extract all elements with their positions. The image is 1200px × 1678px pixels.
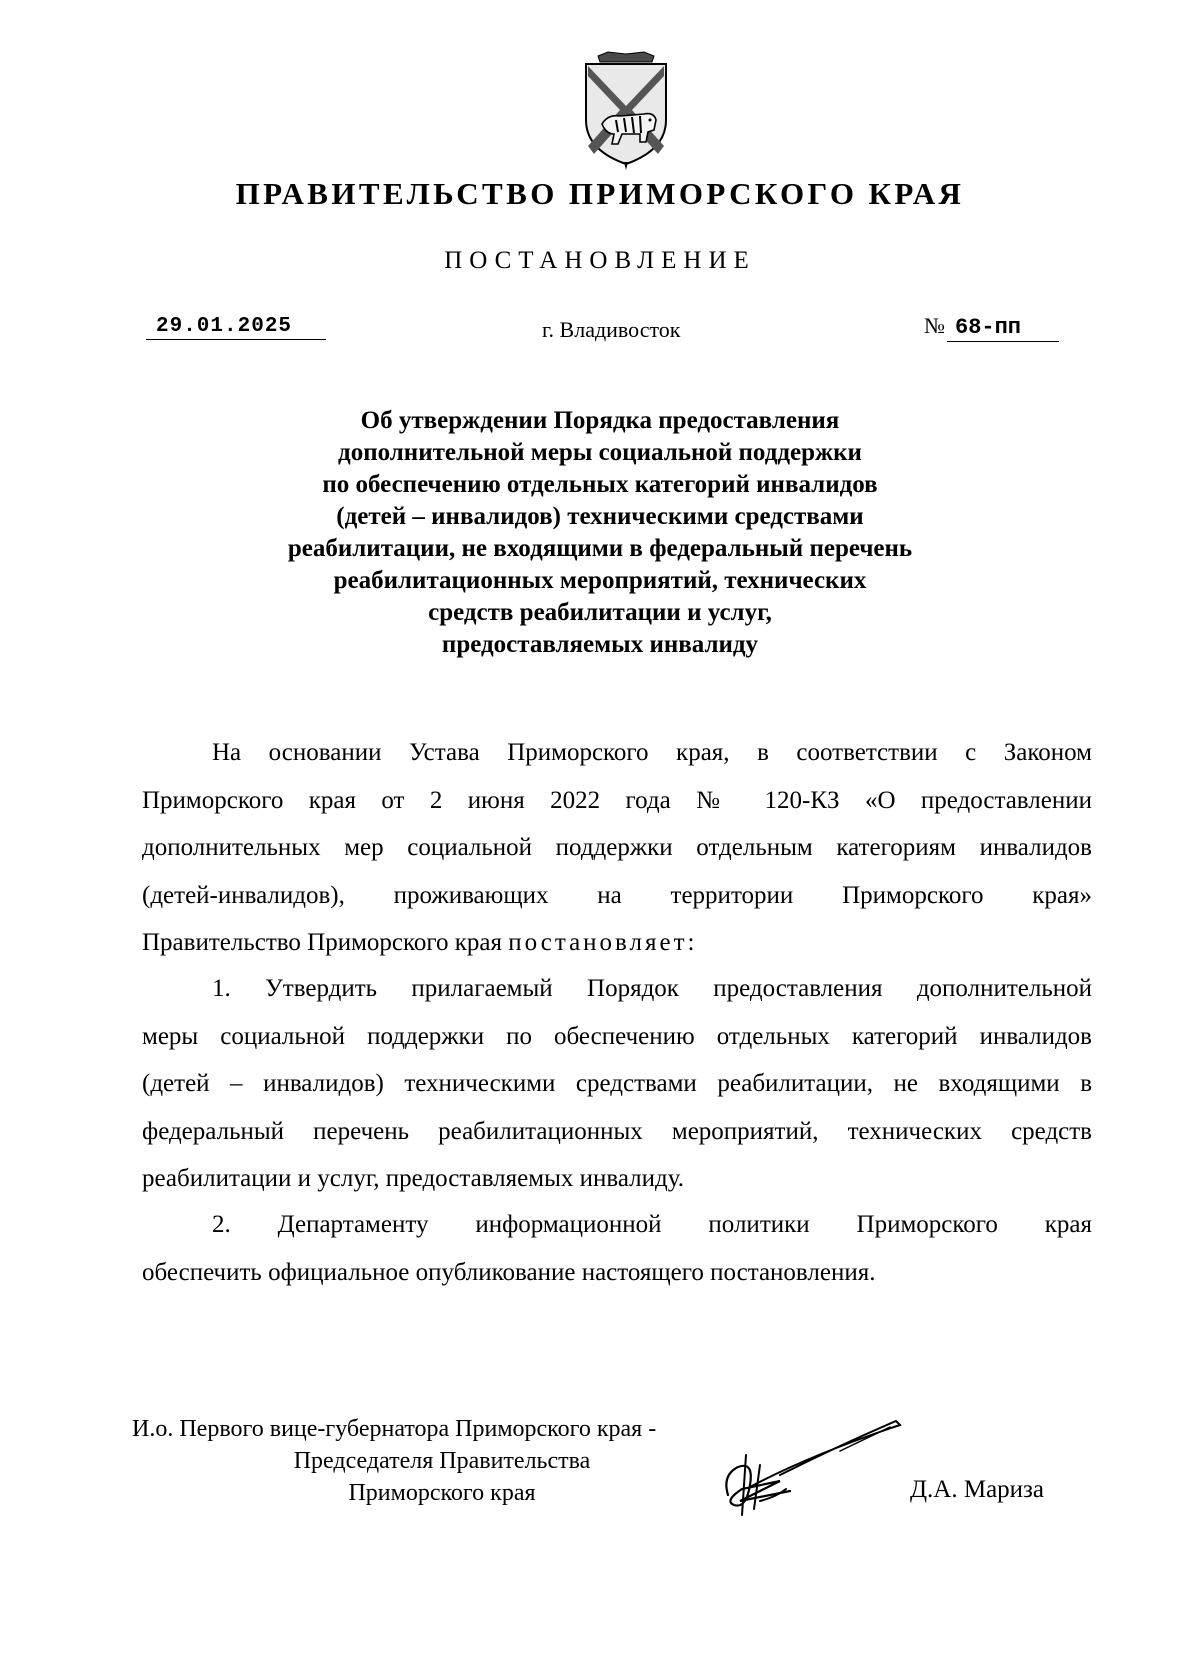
paragraph-line: 2. Департаменту информационной политики Приморского края: [212, 1211, 1092, 1238]
subject-line: Об утверждении Порядка предоставления: [360, 407, 840, 434]
subject-line: реабилитационных мероприятий, технических: [333, 567, 867, 594]
subject-line: (детей – инвалидов) техническими средствами: [336, 503, 864, 530]
paragraph-line: федеральный перечень реабилитационных мероприятий, технических средств: [142, 1117, 1092, 1145]
subject-line: реабилитации, не входящими в федеральный перечень: [287, 535, 913, 562]
paragraph-line: (детей-инвалидов), проживающих на территории Приморского края»: [142, 881, 1092, 909]
paragraph-line: [142, 919, 1092, 967]
government-subject: Правительство Приморского края: [142, 929, 509, 956]
document-date: 29.01.2025: [146, 315, 326, 340]
coat-of-arms-emblem: [568, 50, 684, 170]
signer-name: Д.А. Мариза: [910, 1476, 1045, 1503]
subject-line: средств реабилитации и услуг,: [428, 599, 772, 626]
handwritten-signature: [720, 1405, 950, 1525]
document-city: г. Владивосток: [542, 317, 681, 342]
subject-line: дополнительной меры социальной поддержки: [338, 439, 862, 466]
clause-2-paragraph: [142, 1201, 1092, 1296]
subject-line: предоставляемых инвалиду: [441, 631, 759, 658]
document-subject: [200, 405, 1000, 661]
subject-line: по обеспечению отдельных категорий инвалидов: [322, 471, 878, 498]
clause-1-paragraph: [142, 965, 1092, 1203]
signer-position-line: И.о. Первого вице-губернатора Приморского края -: [132, 1416, 657, 1442]
document-number: 68-пп: [947, 315, 1059, 342]
signer-position-line: Председателя Правительства: [293, 1448, 591, 1474]
paragraph-line: (детей – инвалидов) техническими средствами реабилитации, не входящими в: [142, 1070, 1092, 1097]
organization-title: ПРАВИТЕЛЬСТВО ПРИМОРСКОГО КРАЯ: [235, 176, 965, 211]
paragraph-line: реабилитации и услуг, предоставляемых инвалиду.: [142, 1165, 684, 1192]
paragraph-line: На основании Устава Приморского края, в соответствии с Законом: [212, 739, 1092, 766]
resolves-word: постановляет:: [508, 929, 698, 956]
signer-position: [132, 1413, 752, 1509]
paragraph-line: дополнительных мер социальной поддержки отдельным категориям инвалидов: [142, 834, 1092, 861]
paragraph-line: Приморского края от 2 июня 2022 года № 120-КЗ «О предоставлении: [142, 786, 1092, 814]
signer-position-line: Приморского края: [348, 1480, 536, 1506]
paragraph-line: обеспечить официальное опубликование настоящего постановления.: [142, 1258, 876, 1286]
document-type: ПОСТАНОВЛЕНИЕ: [444, 247, 756, 274]
paragraph-line: 1. Утвердить прилагаемый Порядок предоставления дополнительной: [212, 975, 1092, 1002]
number-sign: №: [924, 313, 945, 338]
document-number-block: [924, 313, 1059, 342]
paragraph-line: меры социальной поддержки по обеспечению отдельных категорий инвалидов: [142, 1022, 1092, 1050]
preamble-paragraph: [142, 729, 1092, 967]
